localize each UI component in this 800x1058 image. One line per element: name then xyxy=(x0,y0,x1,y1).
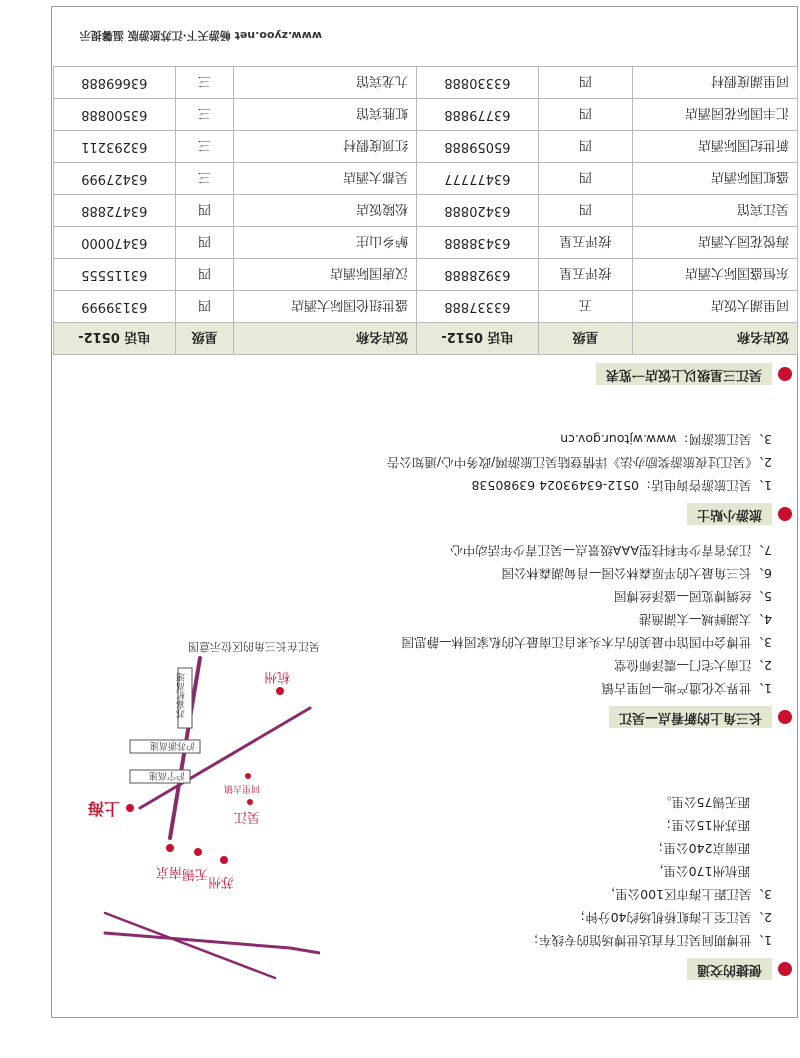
table-row xyxy=(54,227,798,259)
table-cell: 吴江宾馆 xyxy=(632,195,797,227)
city-label-shanghai: 上海 xyxy=(87,799,120,818)
table-cell: 63337888 xyxy=(417,291,539,323)
hotels-section-title: 吴江三星级以上饭店一览表 xyxy=(596,363,792,385)
table-cell: 四 xyxy=(175,291,234,323)
list-item: 5、丝绸博览园—盛泽丝博园 xyxy=(614,589,772,604)
table-row xyxy=(54,259,798,291)
city-dot-nanjing xyxy=(166,844,174,852)
table-cell: 新世纪国际酒店 xyxy=(632,131,797,163)
table-cell: 63472888 xyxy=(54,195,176,227)
list-item: 距杭州170公里， xyxy=(651,864,750,879)
attractions-list xyxy=(402,539,772,700)
table-cell: 63420888 xyxy=(417,195,539,227)
list-item: 1、世界文化遗产地—同里古镇 xyxy=(601,681,772,696)
table-cell: 三 xyxy=(175,99,234,131)
list-item: 1、吴江旅游咨询电话：0512-63493024 63980538 xyxy=(471,478,772,493)
city-dot-suzhou xyxy=(220,856,228,864)
column-header: 星级 xyxy=(175,323,234,355)
list-item: 距南京240公里； xyxy=(651,841,750,856)
table-cell: 63928888 xyxy=(417,259,539,291)
table-cell: 63293211 xyxy=(54,131,176,163)
table-cell: 63330888 xyxy=(417,67,539,99)
list-item: 7、江苏省青少年科技型AAA级景点—吴江青少年活动中心 xyxy=(450,543,772,558)
column-header: 饭店名称 xyxy=(234,323,417,355)
table-cell: 63669888 xyxy=(54,67,176,99)
table-cell: 63470000 xyxy=(54,227,176,259)
table-cell: 松陵饭店 xyxy=(234,195,417,227)
column-header: 饭店名称 xyxy=(632,323,797,355)
road-husu xyxy=(105,933,320,953)
list-item: 4、太湖鲜城—太湖渔港 xyxy=(639,612,772,627)
location-map xyxy=(60,638,320,988)
table-cell: 三 xyxy=(175,67,234,99)
tips-section-title: 旅游小贴士 xyxy=(687,503,792,525)
list-item: 6、长三角最大的平原森林公园—肖甸湖森林公园 xyxy=(501,566,772,581)
road-label-huning: 沪宁高速 xyxy=(148,770,185,780)
bullet-dot-icon xyxy=(778,710,792,724)
list-item: 2、吴江至上海虹桥机场约40分钟； xyxy=(573,910,772,925)
table-cell: 盛世纽伦国际大酒店 xyxy=(234,291,417,323)
table-cell: 四 xyxy=(538,131,632,163)
city-label-hangzhou: 杭州 xyxy=(263,669,290,684)
list-item: 距无锡75公里。 xyxy=(659,795,750,810)
attractions-section-title: 长三角上的新看点—吴江 xyxy=(609,706,792,728)
table-row xyxy=(54,99,798,131)
table-row xyxy=(54,67,798,99)
table-cell: 东恒盛国际大酒店 xyxy=(632,259,797,291)
table-cell: 红顶度假村 xyxy=(234,131,417,163)
table-cell: 按评五星 xyxy=(538,227,632,259)
city-label-nanjing: 南京 xyxy=(155,864,182,879)
bullet-dot-icon xyxy=(778,507,792,521)
city-dot-hangzhou xyxy=(276,687,284,695)
list-item: 3、吴江距上海市区100公里， xyxy=(602,887,772,902)
table-cell: 四 xyxy=(538,195,632,227)
table-cell: 四 xyxy=(538,67,632,99)
table-row xyxy=(54,195,798,227)
table-cell: 63115555 xyxy=(54,259,176,291)
table-cell: 三 xyxy=(175,163,234,195)
transport-list xyxy=(527,791,772,952)
table-cell: 九龙宾馆 xyxy=(234,67,417,99)
table-cell: 同里湖度假村 xyxy=(632,67,797,99)
table-cell: 五 xyxy=(538,291,632,323)
table-cell: 鲈乡山庄 xyxy=(234,227,417,259)
page-header: www.zyoo.net 畅游天下·江苏旅游版 温馨提示 xyxy=(79,29,322,42)
table-cell: 吴都大酒店 xyxy=(234,163,417,195)
column-header: 电话 0512- xyxy=(417,323,539,355)
table-cell: 汉唐国际酒店 xyxy=(234,259,417,291)
table-row xyxy=(54,163,798,195)
city-label-wujiang: 吴江 xyxy=(233,809,260,824)
table-cell: 四 xyxy=(175,259,234,291)
table-cell: 汇丰国际花园酒店 xyxy=(632,99,797,131)
table-cell: 盛虹国际酒店 xyxy=(632,163,797,195)
city-dot-wuxi xyxy=(194,848,202,856)
table-cell: 63139999 xyxy=(54,291,176,323)
list-item: 2、《吴江过夜旅游奖励办法》详情登陆吴江旅游网/政务中心/通知公告 xyxy=(386,455,772,470)
road-label-sujiahang: 苏嘉杭高速 xyxy=(177,673,187,718)
bullet-dot-icon xyxy=(778,962,792,976)
table-cell: 同里湖大饭店 xyxy=(632,291,797,323)
table-cell: 按评五星 xyxy=(538,259,632,291)
table-cell: 63779888 xyxy=(417,99,539,131)
table-cell: 63427999 xyxy=(54,163,176,195)
bullet-dot-icon xyxy=(778,367,792,381)
table-cell: 63438888 xyxy=(417,227,539,259)
city-dot-shanghai xyxy=(126,804,134,812)
list-item: 距苏州15公里； xyxy=(659,818,750,833)
table-cell: 63500888 xyxy=(54,99,176,131)
city-dot-tongli xyxy=(245,773,251,779)
column-header: 电话 0512- xyxy=(54,323,176,355)
list-item: 3、世博会中国馆中最美的古木头来自江南最大的私家园林—静思园 xyxy=(401,635,772,650)
table-cell: 虹胜宾馆 xyxy=(234,99,417,131)
table-cell: 63477777 xyxy=(417,163,539,195)
transport-section-title: 便捷的交通 xyxy=(687,958,792,980)
list-item: 2、江南大宅门—震泽师俭堂 xyxy=(614,658,772,673)
road-huning xyxy=(140,708,310,808)
list-item: 3、吴江旅游网：www.wjtour.gov.cn xyxy=(560,432,772,447)
table-cell: 四 xyxy=(538,99,632,131)
tips-list xyxy=(387,428,772,497)
table-row xyxy=(54,291,798,323)
hotels-table xyxy=(53,66,798,355)
table-header-row xyxy=(54,323,798,355)
road-label-husu: 沪苏浙高速 xyxy=(149,740,195,750)
table-cell: 65059888 xyxy=(417,131,539,163)
column-header: 星级 xyxy=(538,323,632,355)
table-row xyxy=(54,131,798,163)
city-label-tongli: 同里古镇 xyxy=(223,783,260,793)
table-cell: 四 xyxy=(175,227,234,259)
table-cell: 海悦花园大酒店 xyxy=(632,227,797,259)
city-label-wuxi: 无锡 xyxy=(181,866,208,881)
city-dot-wujiang xyxy=(247,799,253,805)
table-cell: 四 xyxy=(538,163,632,195)
city-label-suzhou: 苏州 xyxy=(207,874,234,889)
table-cell: 三 xyxy=(175,131,234,163)
map-caption: 吴江在长三角的区位示意图 xyxy=(188,640,320,653)
table-cell: 四 xyxy=(175,195,234,227)
list-item: 1、世博期间吴江有直达世博场馆的专线车； xyxy=(526,933,772,948)
